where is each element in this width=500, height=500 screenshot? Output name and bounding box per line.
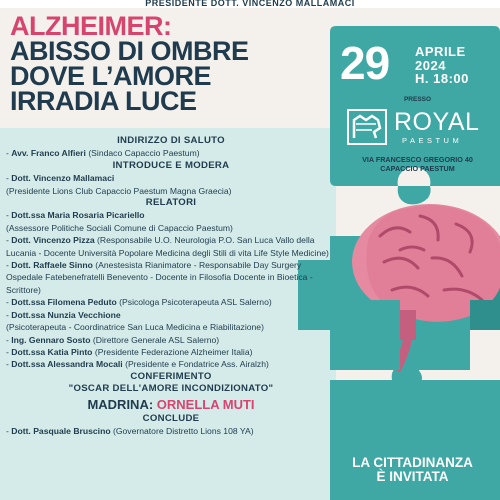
event-date-details bbox=[415, 45, 469, 86]
speaker-role: (Anestesista Rianimatore - Responsabile Day Surgery Ospedale Fatebenefratelli Benevento - Docente in Filosofia Docente in Bioetica - Scrittore) bbox=[6, 260, 313, 295]
address-line-2: CAPACCIO PAESTUM bbox=[380, 164, 455, 173]
program-entry: - Dott.ssa Maria Rosaria Picariello bbox=[6, 210, 145, 221]
royal-logo-icon bbox=[346, 108, 388, 146]
title-line-1: ALZHEIMER: bbox=[10, 11, 172, 41]
speaker-role: (Presidente e Fondatrice Ass. Airalzh) bbox=[125, 359, 269, 370]
madrina-label: MADRINA: bbox=[87, 396, 154, 412]
speaker-name: Dott. Raffaele Sinno bbox=[11, 260, 93, 271]
program-entry: - Dott.ssa Nunzia Vecchione bbox=[6, 309, 121, 320]
modera-heading: INTRODUCE E MODERA bbox=[112, 159, 230, 171]
venue-name: ROYAL bbox=[394, 108, 480, 136]
speaker-role: (Direttore Generale ASL Salerno) bbox=[92, 334, 220, 345]
speaker-role: (Assessore Politiche Sociali Comune di Capaccio Paestum) bbox=[6, 222, 233, 233]
event-month: APRILE bbox=[415, 44, 466, 59]
speaker-name: Dott.ssa Filomena Peduto bbox=[11, 297, 117, 308]
invite-line-2: È INVITATA bbox=[376, 469, 449, 484]
speaker-role: (Presidente Lions Club Capaccio Paestum Magna Graecia) bbox=[6, 185, 232, 196]
speaker-role: (Psicoterapeuta - Coordinatrice San Luca Medicina e Riabilitazione) bbox=[6, 322, 264, 333]
speaker-name: Ing. Gennaro Sosto bbox=[11, 334, 91, 345]
invite-line-1: LA CITTADINANZA bbox=[352, 455, 473, 470]
program-list bbox=[6, 135, 336, 437]
speaker-role: (Presidente Federazione Alzheimer Italia) bbox=[94, 346, 253, 357]
madrina-line bbox=[6, 396, 336, 413]
title-line-2: ABISSO DI OMBRE bbox=[10, 36, 249, 66]
venue-address bbox=[340, 155, 495, 173]
relatori-heading: RELATORI bbox=[145, 197, 197, 209]
speaker-name: Dott.ssa Maria Rosaria Picariello bbox=[11, 210, 145, 221]
speaker-name: Dott.ssa Nunzia Vecchione bbox=[11, 309, 121, 320]
program-entry: - Dott. Vincenzo Pizza (Responsabile U.O. Neurologia P.O. San Luca Vallo della Lucania - Docente Università Popolare Medicina degli Stili di vita Life Style Medicine) bbox=[6, 235, 329, 258]
venue-sub: PAESTUM bbox=[402, 136, 463, 145]
title-line-4: IRRADIA LUCE bbox=[10, 86, 197, 116]
presso-label: PRESSO bbox=[403, 96, 432, 103]
headline bbox=[10, 11, 330, 116]
conferimento-heading: CONFERIMENTO bbox=[130, 370, 212, 382]
speaker-name: Avv. Franco Alfieri bbox=[11, 148, 86, 159]
program-entry: - Dott.ssa Katia Pinto (Presidente Federazione Alzheimer Italia) bbox=[6, 346, 253, 357]
top-strip: PRESIDENTE DOTT. VINCENZO MALLAMACI bbox=[0, 0, 500, 8]
program-entry: - Dott. Vincenzo Mallamaci bbox=[6, 173, 115, 184]
madrina-name: ORNELLA MUTI bbox=[156, 396, 255, 412]
speaker-name: Dott. Pasquale Bruscino bbox=[11, 425, 111, 436]
event-day: 29 bbox=[340, 37, 390, 89]
program-entry: - Ing. Gennaro Sosto (Direttore Generale ASL Salerno) bbox=[6, 334, 220, 345]
title-line-3: DOVE L’AMORE bbox=[10, 61, 212, 91]
speaker-name: Dott. Vincenzo Mallamaci bbox=[11, 173, 115, 184]
program-entry: - Dott. Raffaele Sinno (Anestesista Rianimatore - Responsabile Day Surgery Ospedale Fatebenefratelli Benevento - Docente in Filosofia Docente in Bioetica - Scrittore) bbox=[6, 260, 313, 295]
speaker-role: (Governatore Distretto Lions 108 YA) bbox=[112, 425, 254, 436]
address-line-1: VIA FRANCESCO GREGORIO 40 bbox=[362, 155, 473, 164]
speaker-role: (Sindaco Capaccio Paestum) bbox=[88, 148, 200, 159]
program-entry: - Dott.ssa Alessandra Mocali (Presidente e Fondatrice Ass. Airalzh) bbox=[6, 359, 269, 370]
conclude-heading: CONCLUDE bbox=[142, 412, 200, 424]
invite-text bbox=[330, 456, 495, 484]
program-entry: - Avv. Franco Alfieri (Sindaco Capaccio Paestum) bbox=[6, 148, 200, 159]
speaker-role: (Responsabile U.O. Neurologia P.O. San Luca Vallo della Lucania - Docente Università Popolare Medicina degli Stili di vita Life Style Medicine) bbox=[6, 235, 329, 258]
program-entry: - Dott. Pasquale Bruscino (Governatore Distretto Lions 108 YA) bbox=[6, 425, 254, 436]
event-year: 2024 bbox=[415, 57, 446, 73]
speaker-name: Dott.ssa Katia Pinto bbox=[11, 346, 93, 357]
event-time: H. 18:00 bbox=[415, 71, 469, 86]
speaker-name: Dott. Vincenzo Pizza bbox=[11, 235, 95, 246]
program-entry: - Dott.ssa Filomena Peduto (Psicologa Psicoterapeuta ASL Salerno) bbox=[6, 297, 272, 308]
saluto-heading: INDIRIZZO DI SALUTO bbox=[117, 135, 225, 146]
speaker-name: Dott.ssa Alessandra Mocali bbox=[11, 359, 123, 370]
award-title: "OSCAR DELL'AMORE INCONDIZIONATO" bbox=[68, 383, 274, 395]
speaker-role: (Psicologa Psicoterapeuta ASL Salerno) bbox=[119, 297, 272, 308]
